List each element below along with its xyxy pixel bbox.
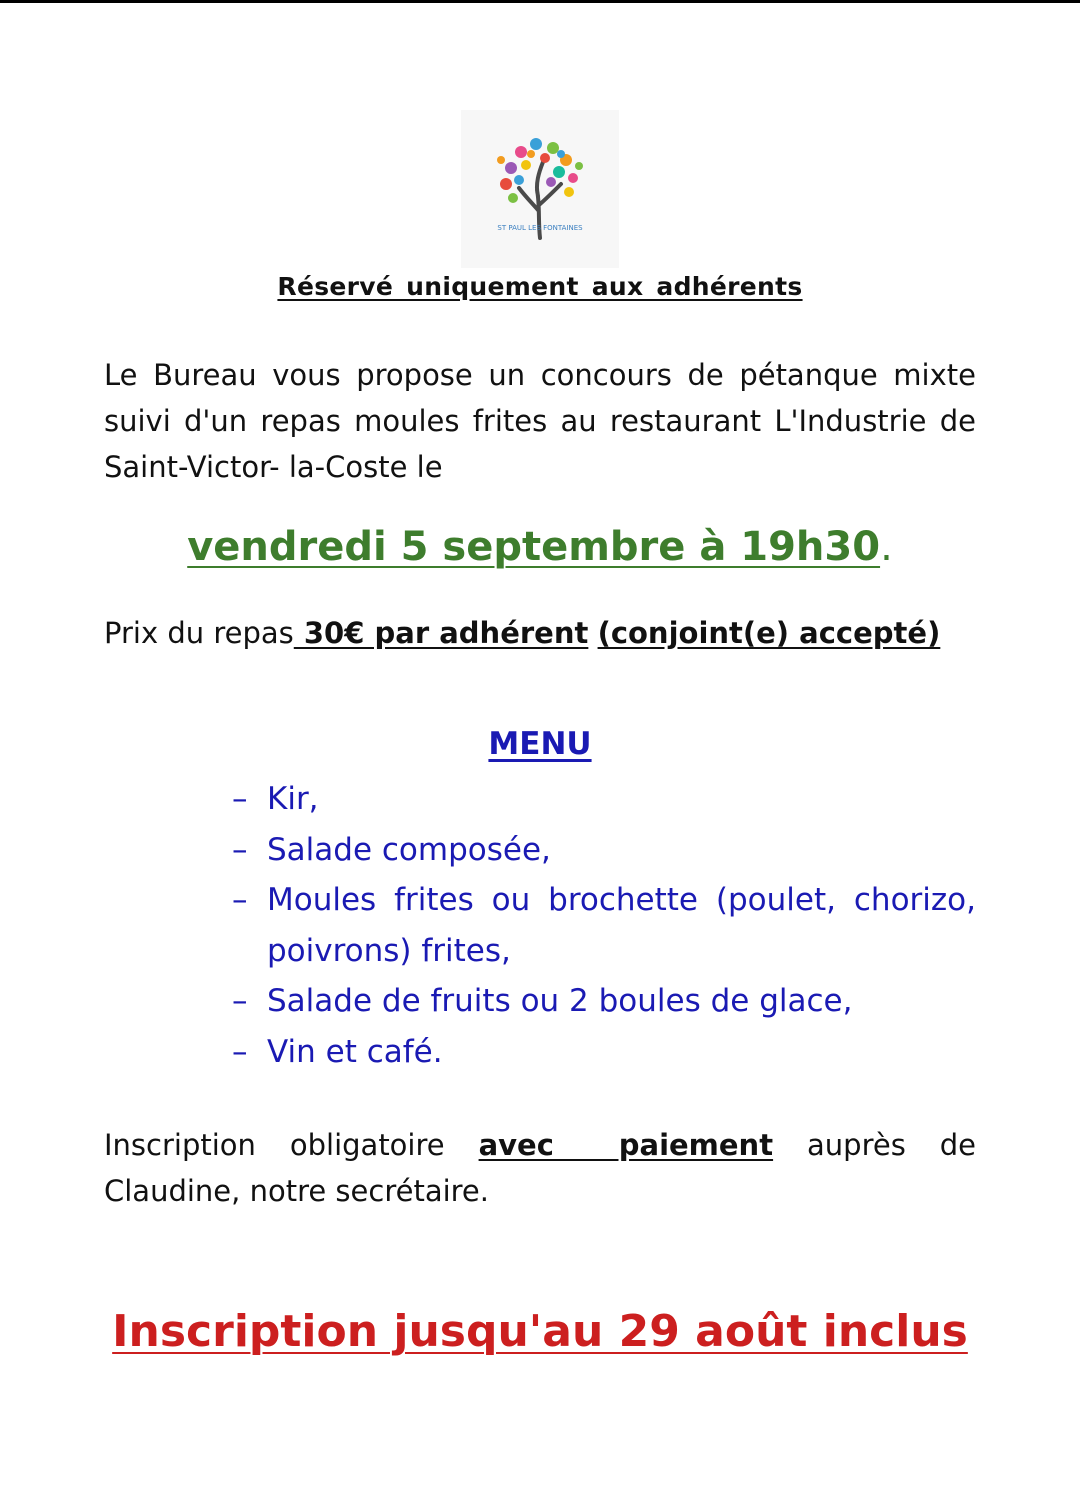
list-dash: – <box>232 831 248 868</box>
menu-item <box>232 976 976 1027</box>
menu-item <box>232 825 976 876</box>
event-date <box>0 524 1080 570</box>
event-date-text: vendredi 5 septembre à 19h30 <box>187 524 881 570</box>
meal-price <box>104 616 940 650</box>
price-amount: 30€ par adhérent <box>293 616 589 650</box>
menu-item-text: Vin et café. <box>267 1033 443 1070</box>
menu-item-text: Salade de fruits ou 2 boules de glace, <box>267 983 853 1019</box>
intro-paragraph: Le Bureau vous propose un concours de pétanque mixte suivi d'un repas moules frites au restaurant L'Industrie de Saint-Victor- la-Coste le <box>104 358 976 484</box>
list-dash: – <box>232 983 248 1019</box>
registration-paragraph <box>104 1122 976 1214</box>
menu-item <box>232 1027 976 1078</box>
top-border-line <box>0 0 1080 3</box>
registration-deadline: Inscription jusqu'au 29 août inclus <box>112 1306 968 1357</box>
menu-item <box>232 774 976 825</box>
menu-item <box>232 875 976 976</box>
registration-payment-emphasis: avec paiement <box>478 1128 774 1162</box>
event-date-period: . <box>880 524 893 570</box>
menu-item-text: Kir, <box>267 781 319 817</box>
list-dash: – <box>232 882 248 918</box>
menu-title: MENU <box>488 726 592 762</box>
registration-suffix: auprès de Claudine, notre secrétaire. <box>104 1128 977 1208</box>
price-note: (conjoint(e) accepté) <box>597 616 941 650</box>
price-prefix: Prix du repas <box>104 616 294 650</box>
members-only-heading: Réservé uniquement aux adhérents <box>277 272 803 301</box>
menu-item-text: Moules frites ou brochette (poulet, chorizo, poivrons) frites, <box>267 882 976 969</box>
menu-list <box>232 774 976 1077</box>
handprint-tree-icon <box>461 110 619 268</box>
list-dash: – <box>232 1033 248 1070</box>
registration-prefix: Inscription obligatoire <box>104 1128 445 1162</box>
logo-caption: ST PAUL LES FONTAINES <box>497 224 583 232</box>
list-dash: – <box>232 781 248 817</box>
association-logo <box>461 110 619 268</box>
menu-item-text: Salade composée, <box>267 831 551 868</box>
